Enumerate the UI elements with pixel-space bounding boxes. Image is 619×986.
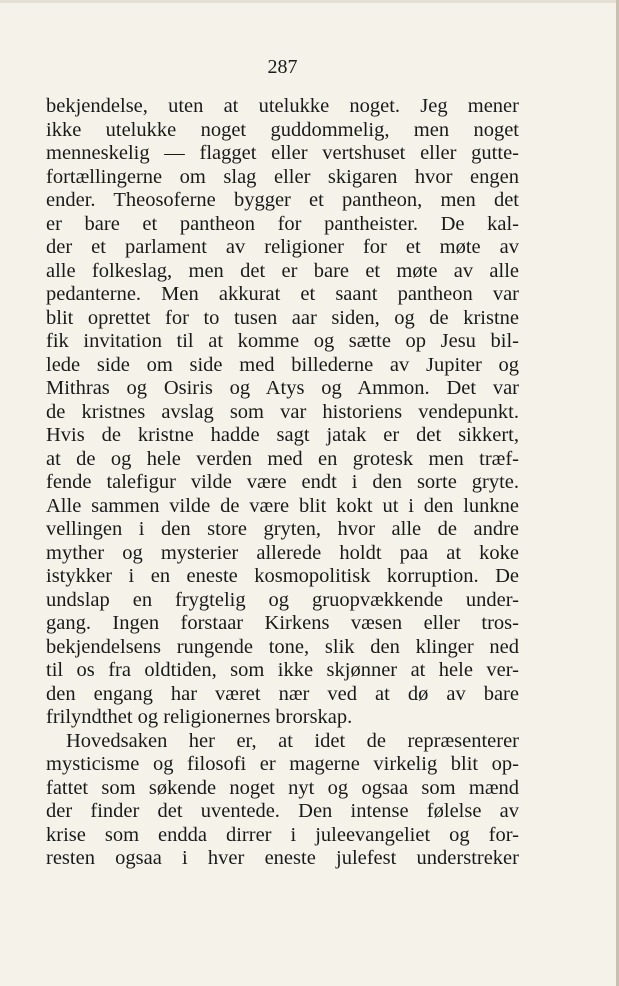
text-line: gang. Ingen forstaar Kirkens væsen eller tros- [46,612,519,634]
text-line: undslap en frygtelig og gruopvækkende under- [46,588,519,611]
text-line: fende talefigur vilde være endt i den sorte gryte. [46,471,519,493]
text-line: bekjendelse, uten at utelukke noget. Jeg mener [46,95,519,117]
text-line: blit oprettet for to tusen aar siden, og de kristne [46,306,519,329]
text-line: Mithras og Osiris og Atys og Ammon. Det var [46,377,519,399]
body-text [46,95,519,871]
text-line: alle folkeslag, men det er bare et møte av alle [46,259,519,282]
text-line: til os fra oldtiden, som ikke skjønner at hele ver- [46,659,519,681]
text-line: vellingen i den store gryten, hvor alle de andre [46,518,519,540]
text-line: fortællingerne om slag eller skigaren hvor engen [46,165,519,188]
page-number: 287 [267,56,298,78]
text-line: ender. Theosoferne bygger et pantheon, men det [46,189,519,211]
text-line: ikke utelukke noget guddommelig, men noget [46,118,519,141]
text-line: den engang har været nær ved at dø av bare [46,682,519,705]
text-line: bekjendelsens rungende tone, slik den klinger ned [46,635,519,658]
text-line: Hvis de kristne hadde sagt jatak er det sikkert, [46,424,519,446]
text-line: myther og mysterier allerede holdt paa at koke [46,541,519,564]
text-line: fik invitation til at komme og sætte op Jesu bil- [46,330,519,352]
text-line: at de og hele verden med en grotesk men træf- [46,447,519,470]
text-line: krise som endda dirrer i juleevangeliet og for- [46,823,519,846]
text-line: mysticisme og filosofi er magerne virkelig blit op- [46,753,519,775]
text-line: menneskelig — flagget eller vertshuset eller gutte- [46,142,519,164]
text-line: Alle sammen vilde de være blit kokt ut i den lunkne [46,494,519,517]
text-line: er bare et pantheon for pantheister. De kal- [46,212,519,235]
text-line: lede side om side med billederne av Jupiter og [46,353,519,376]
page-top-edge [0,0,619,3]
text-line: der et parlament av religioner for et møte av [46,236,519,258]
text-line: pedanterne. Men akkurat et saant pantheon var [46,283,519,305]
text-line: der finder det uventede. Den intense følelse av [46,800,519,822]
text-line: resten ogsaa i hver eneste julefest understreker [46,847,519,869]
paragraph-last-line: frilyndthet og religionernes brorskap. [46,706,353,728]
text-line: de kristnes avslag som var historiens vendepunkt. [46,400,519,423]
text-line: istykker i en eneste kosmopolitisk korruption. De [46,565,519,587]
text-line: fattet som søkende noget nyt og ogsaa som mænd [46,776,519,799]
paragraph-first-line: Hovedsaken her er, at idet de repræsenterer [66,729,519,752]
